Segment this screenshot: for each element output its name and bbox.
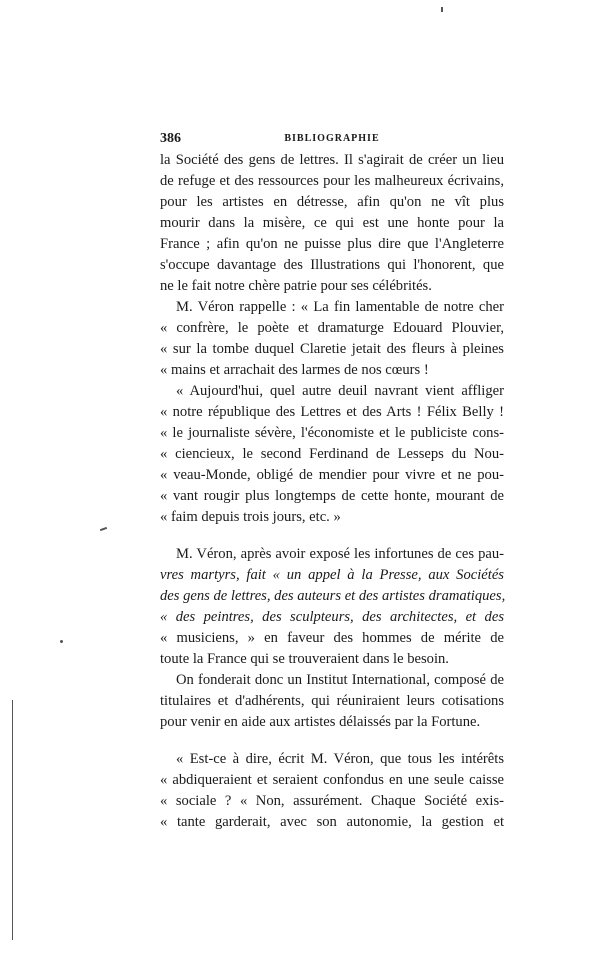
text-line: mourir dans la misère, ce qui est une honte pour la xyxy=(160,215,504,231)
text-line: « vant rougir plus longtemps de cette honte, mourant de xyxy=(160,488,504,504)
text-line: vres martyrs, fait « un appel à la Presse, aux Sociétés xyxy=(160,567,504,583)
text-line: « faim depuis trois jours, etc. » xyxy=(160,509,341,525)
text-line: On fonderait donc un Institut International, composé de xyxy=(176,672,504,688)
text-line: pour les artistes en détresse, afin qu'on ne vît plus xyxy=(160,194,504,210)
ink-speck xyxy=(60,640,63,643)
text-line: s'occupe davantage des Illustrations qui l'honorent, que xyxy=(160,257,504,273)
text-line: la Société des gens de lettres. Il s'agirait de créer un lieu xyxy=(160,152,504,168)
text-line: pour venir en aide aux artistes délaissés par la Fortune. xyxy=(160,714,481,730)
text-line: ne le fait notre chère patrie pour ses célébrités. xyxy=(160,278,432,294)
text-line: toute la France qui se trouveraient dans le besoin. xyxy=(160,651,449,667)
text-line: « sur la tombe duquel Claretie jetait des fleurs à pleines xyxy=(160,341,504,357)
text-line: « notre république des Lettres et des Arts ! Félix Belly ! xyxy=(160,404,504,420)
text-line: « tante garderait, avec son autonomie, la gestion et xyxy=(160,814,504,830)
text-line: « ciencieux, le second Ferdinand de Lesseps du Nou- xyxy=(160,446,504,462)
text-line: « Aujourd'hui, quel autre deuil navrant vient affliger xyxy=(176,383,504,399)
text-line: « confrère, le poète et dramaturge Edouard Plouvier, xyxy=(160,320,504,336)
text-line: « Est-ce à dire, écrit M. Véron, que tous les intérêts xyxy=(176,751,504,767)
text-line: des gens de lettres, des auteurs et des artistes dramatiques, xyxy=(160,588,506,604)
text-line: de refuge et des ressources pour les malheureux écrivains, xyxy=(160,173,504,189)
text-line: « abdiqueraient et seraient confondus en une seule caisse xyxy=(160,772,504,788)
page-number: 386 xyxy=(160,131,181,146)
ink-speck xyxy=(441,7,443,12)
page-header xyxy=(160,131,504,149)
text-line: « des peintres, des sculpteurs, des architectes, et des xyxy=(160,609,504,625)
text-line: « veau-Monde, obligé de mendier pour vivre et ne pou- xyxy=(160,467,504,483)
text-line: titulaires et d'adhérents, qui réuniraient leurs cotisations xyxy=(160,693,504,709)
ink-speck xyxy=(100,527,107,531)
text-line: « sociale ? « Non, assurément. Chaque Société exis- xyxy=(160,793,504,809)
running-title: BIBLIOGRAPHIE xyxy=(284,133,380,144)
text-line: « mains et arrachait des larmes de nos cœurs ! xyxy=(160,362,429,378)
text-line: « le journaliste sévère, l'économiste et le publiciste cons- xyxy=(160,425,504,441)
text-line: M. Véron rappelle : « La fin lamentable de notre cher xyxy=(176,299,504,315)
text-line: « musiciens, » en faveur des hommes de mérite de xyxy=(160,630,504,646)
text-line: M. Véron, après avoir exposé les infortunes de ces pau- xyxy=(176,546,504,562)
scan-edge-mark xyxy=(12,700,13,940)
text-line: France ; afin qu'on ne puisse plus dire que l'Angleterre xyxy=(160,236,504,252)
